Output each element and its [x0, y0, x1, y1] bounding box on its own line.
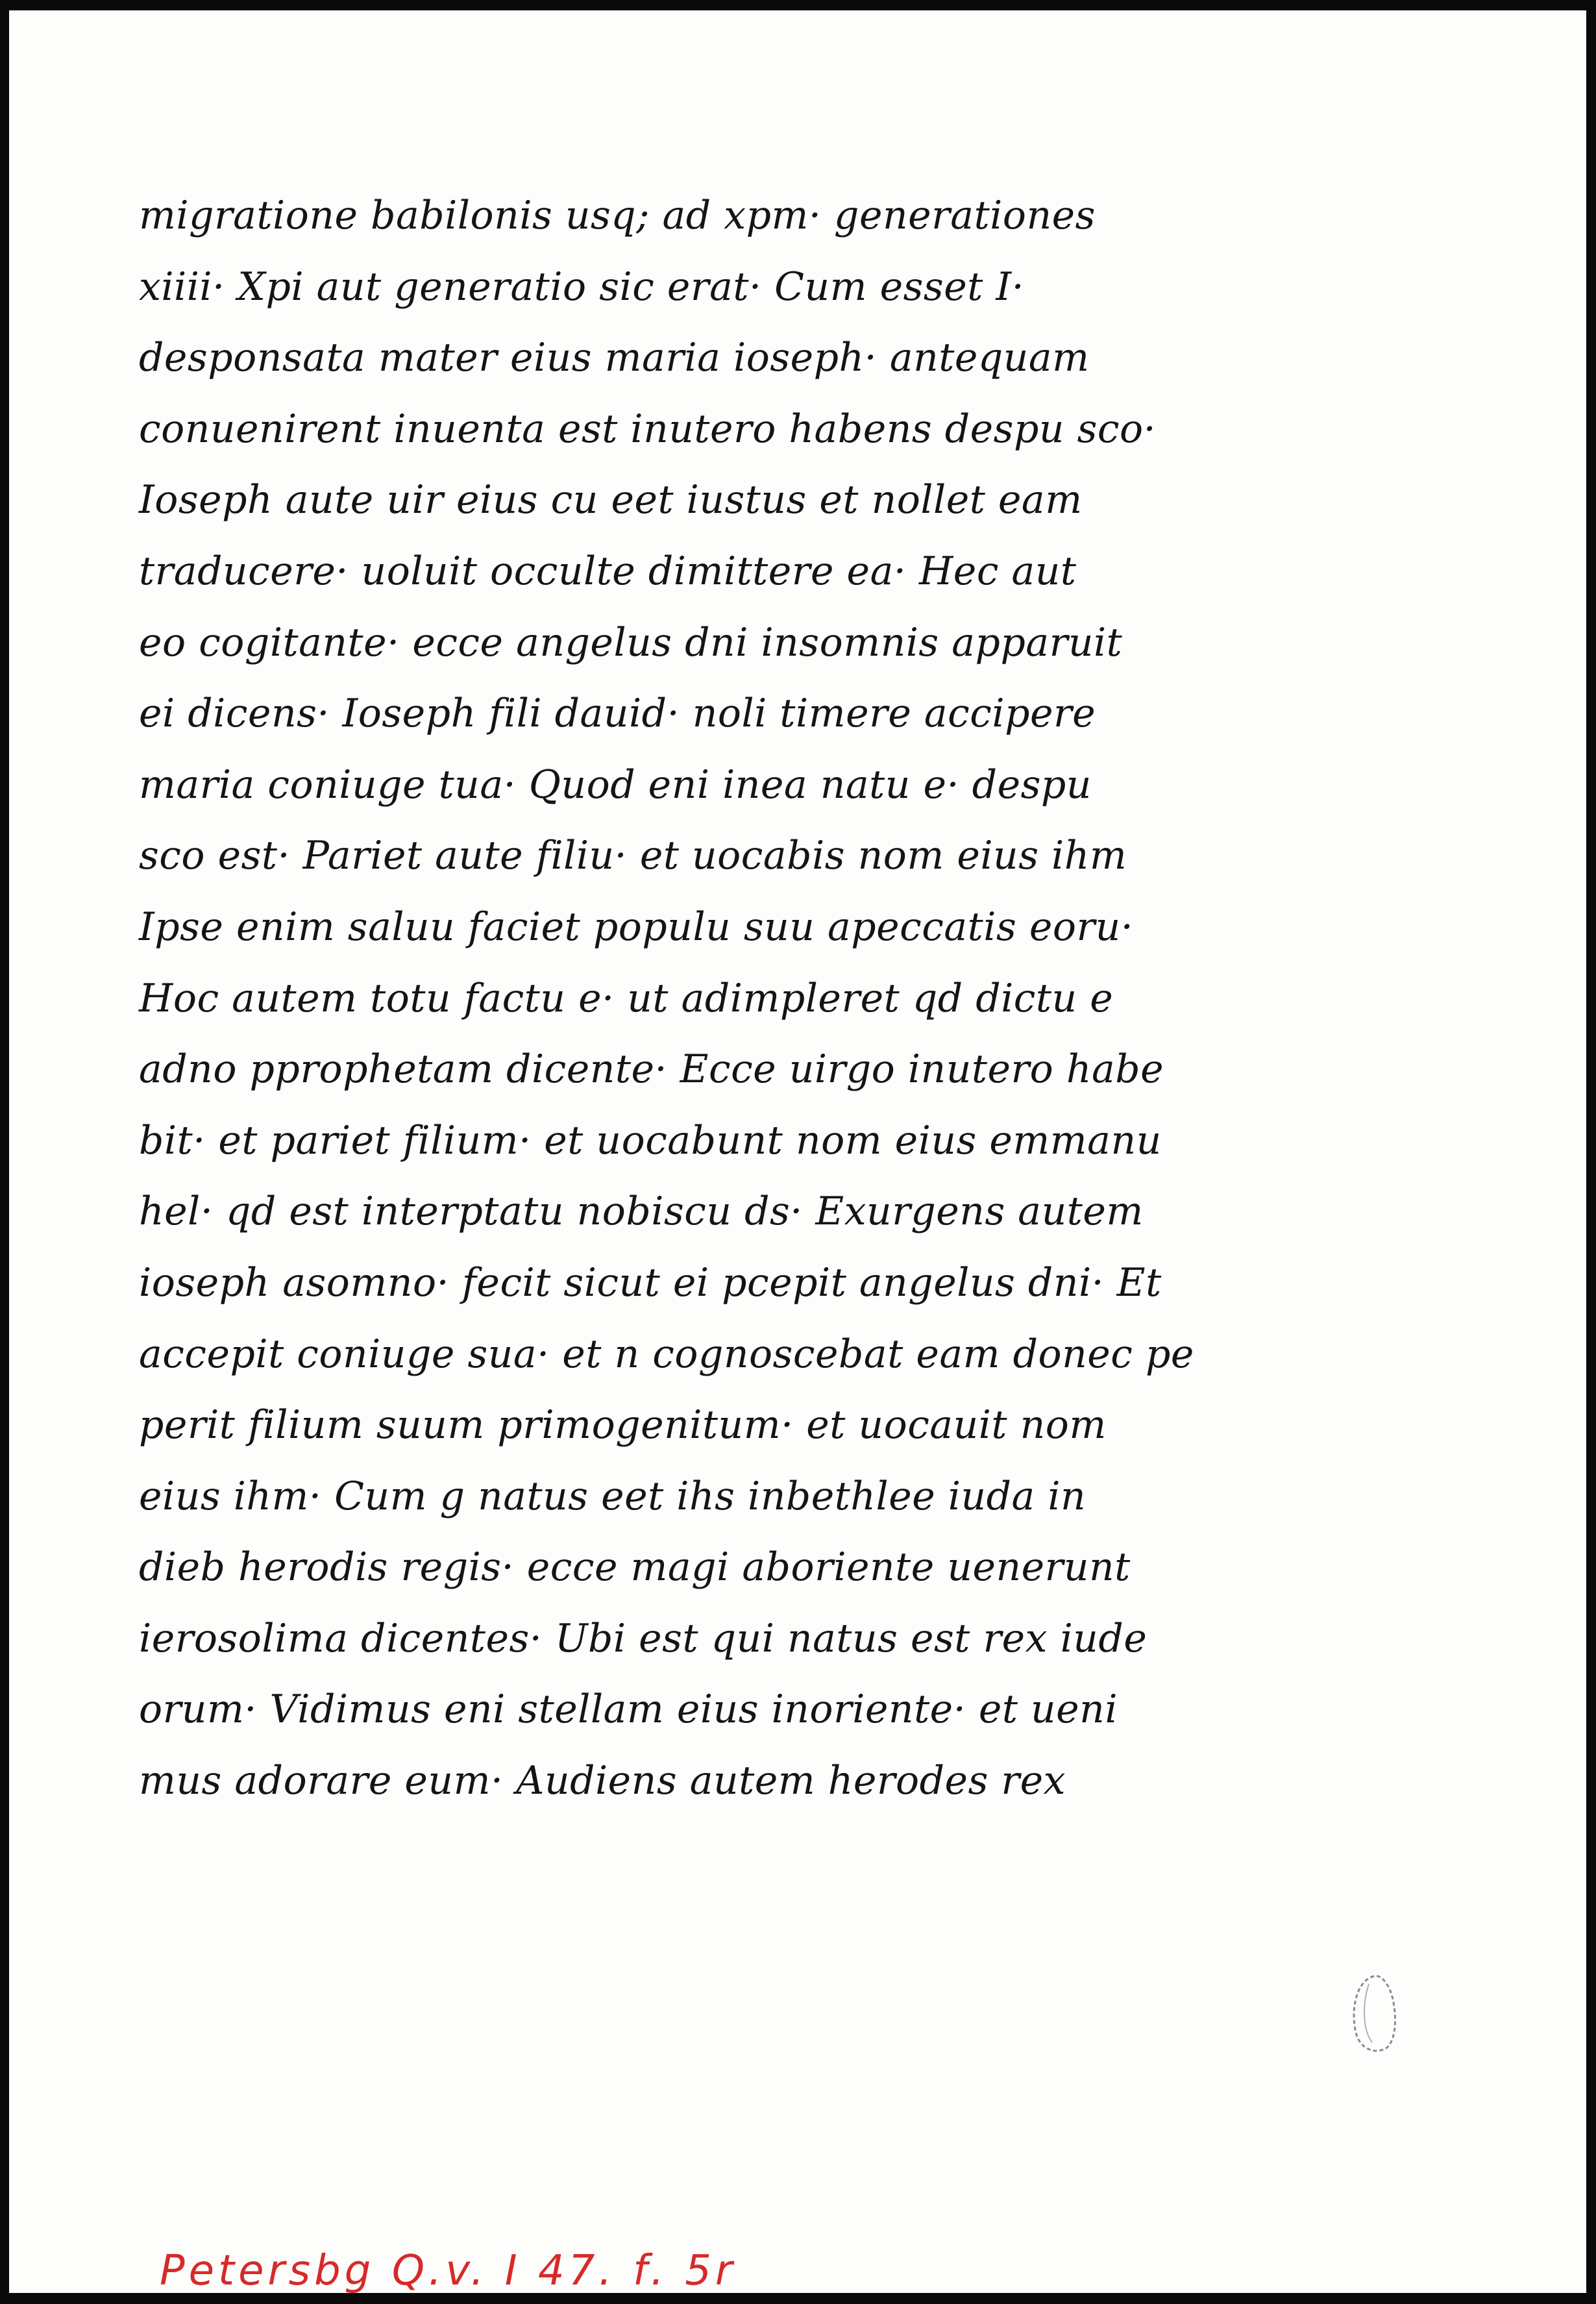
manuscript-line: migratione babilonis usq; ad xpm· generationes [139, 193, 1096, 238]
manuscript-line: maria coniuge tua· Quod eni inea natu e· despu [139, 762, 1092, 808]
manuscript-line: ierosolima dicentes· Ubi est qui natus est rex iude [139, 1615, 1148, 1661]
manuscript-text-block [139, 180, 1194, 1817]
manuscript-line: ei dicens· Ioseph fili dauid· noli timere accipere [139, 691, 1096, 737]
manuscript-page-photo [9, 10, 1586, 2293]
shelfmark-annotation: Petersbg Q.v. I 47. f. 5r [160, 2247, 737, 2293]
manuscript-line: accepit coniuge sua· et n cognoscebat eam donec pe [139, 1331, 1194, 1377]
manuscript-line: eo cogitante· ecce angelus dni insomnis apparuit [139, 619, 1123, 665]
manuscript-line: desponsata mater eius maria ioseph· antequam [139, 335, 1090, 381]
manuscript-line: adno pprophetam dicente· Ecce uirgo inutero habe [139, 1047, 1164, 1093]
manuscript-line: orum· Vidimus eni stellam eius inoriente· et ueni [139, 1687, 1118, 1733]
manuscript-line: hel· qd est interptatu nobiscu ds· Exurgens autem [139, 1189, 1144, 1235]
manuscript-line: mus adorare eum· Audiens autem herodes rex [139, 1758, 1066, 1804]
manuscript-line: conuenirent inuenta est inutero habens despu sco· [139, 406, 1157, 452]
manuscript-line: sco est· Pariet aute filiu· et uocabis nom eius ihm [139, 833, 1127, 879]
manuscript-line: ioseph asomno· fecit sicut ei pcepit angelus dni· Et [139, 1259, 1162, 1306]
manuscript-line: traducere· uoluit occulte dimittere ea· Hec aut [139, 548, 1077, 594]
manuscript-line: dieb herodis regis· ecce magi aboriente uenerunt [139, 1544, 1131, 1591]
manuscript-line: bit· et pariet filium· et uocabunt nom eius emmanu [139, 1117, 1162, 1163]
manuscript-line: Hoc autem totu factu e· ut adimpleret qd dictu e [139, 975, 1114, 1021]
manuscript-line: xiiii· Xpi aut generatio sic erat· Cum esset I· [139, 264, 1025, 310]
manuscript-line: eius ihm· Cum g natus eet ihs inbethlee iuda in [139, 1473, 1087, 1519]
manuscript-line: perit filium suum primogenitum· et uocauit nom [139, 1402, 1107, 1448]
manuscript-line: Ioseph aute uir eius cu eet iustus et nollet eam [139, 477, 1083, 523]
manuscript-line: Ipse enim saluu faciet populu suu apeccatis eoru· [139, 904, 1134, 950]
pencil-loop-mark [1336, 1964, 1408, 2062]
